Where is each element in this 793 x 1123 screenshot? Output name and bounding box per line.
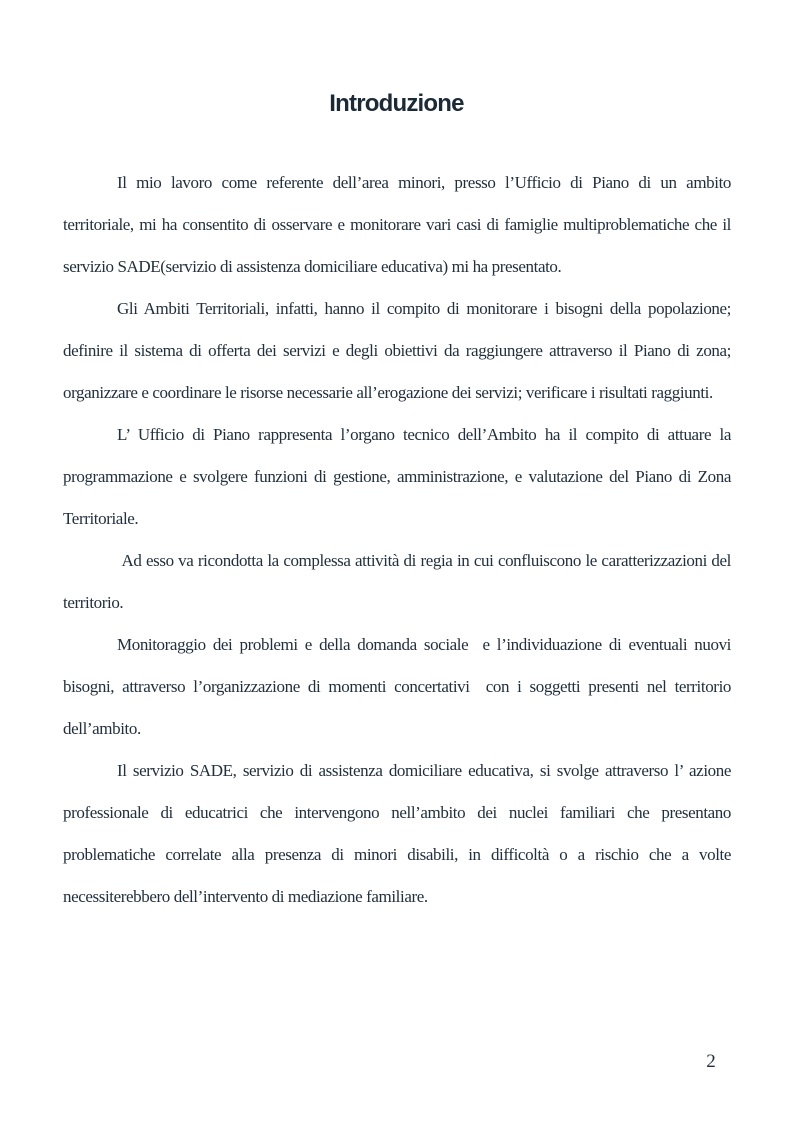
paragraph: Monitoraggio dei problemi e della domanda sociale e l’individuazione di eventuali nuovi bisogni, attraverso l’organizzazione di momenti concertativi con i soggetti presenti nel territorio dell’ambito. xyxy=(63,635,735,738)
paragraph: Il mio lavoro come referente dell’area minori, presso l’Ufficio di Piano di un ambito territoriale, mi ha consentito di osservare e monitorare vari casi di famiglie multiproblematiche che il servizio SADE(servizio di assistenza domiciliare educativa) mi ha presentato. xyxy=(63,173,735,276)
paragraph: Ad esso va ricondotta la complessa attività di regia in cui confluiscono le caratterizzazioni del territorio. xyxy=(63,551,735,612)
page-number: 2 xyxy=(706,1051,716,1072)
paragraph: Il servizio SADE, servizio di assistenza domiciliare educativa, si svolge attraverso l’ azione professionale di educatrici che intervengono nell’ambito dei nuclei familiari che presentano problematiche correlate alla presenza di minori disabili, in difficoltà o a rischio che a volte necessiterebbero dell’intervento di mediazione familiare. xyxy=(63,761,735,906)
page-title: Introduzione xyxy=(329,90,464,117)
paragraph: Gli Ambiti Territoriali, infatti, hanno il compito di monitorare i bisogni della popolazione; definire il sistema di offerta dei servizi e degli obiettivi da raggiungere attraverso il Piano di zona; organizzare e coordinare le risorse necessarie all’erogazione dei servizi; verificare i risultati raggiunti. xyxy=(63,299,735,402)
body-text xyxy=(63,162,735,918)
paragraph: L’ Ufficio di Piano rappresenta l’organo tecnico dell’Ambito ha il compito di attuare la programmazione e svolgere funzioni di gestione, amministrazione, e valutazione del Piano di Zona Territoriale. xyxy=(63,425,735,528)
